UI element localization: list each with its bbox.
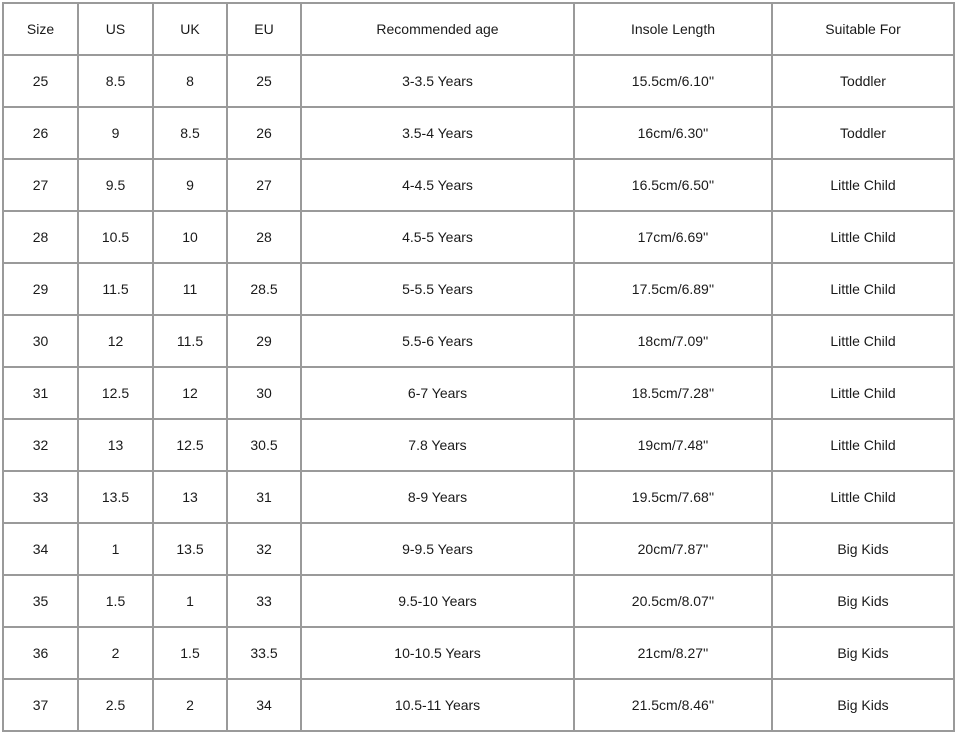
table-row — [3, 575, 954, 627]
size-cell: 33 — [3, 471, 78, 523]
header-uk: UK — [153, 3, 227, 55]
uk-cell: 10 — [153, 211, 227, 263]
insole-length-cell: 18cm/7.09'' — [574, 315, 772, 367]
size-cell: 34 — [3, 523, 78, 575]
us-cell: 13.5 — [78, 471, 153, 523]
uk-cell: 8 — [153, 55, 227, 107]
suitable-for-cell: Little Child — [772, 367, 954, 419]
suitable-for-cell: Little Child — [772, 159, 954, 211]
us-cell: 2.5 — [78, 679, 153, 731]
eu-cell: 30.5 — [227, 419, 301, 471]
insole-length-cell: 15.5cm/6.10'' — [574, 55, 772, 107]
table-header — [3, 3, 954, 55]
eu-cell: 27 — [227, 159, 301, 211]
suitable-for-cell: Little Child — [772, 419, 954, 471]
us-cell: 9.5 — [78, 159, 153, 211]
uk-cell: 12.5 — [153, 419, 227, 471]
insole-length-cell: 19cm/7.48'' — [574, 419, 772, 471]
suitable-for-cell: Big Kids — [772, 523, 954, 575]
recommended-age-cell: 9-9.5 Years — [301, 523, 574, 575]
size-cell: 30 — [3, 315, 78, 367]
suitable-for-cell: Little Child — [772, 211, 954, 263]
recommended-age-cell: 9.5-10 Years — [301, 575, 574, 627]
us-cell: 13 — [78, 419, 153, 471]
eu-cell: 25 — [227, 55, 301, 107]
recommended-age-cell: 6-7 Years — [301, 367, 574, 419]
eu-cell: 33.5 — [227, 627, 301, 679]
suitable-for-cell: Little Child — [772, 315, 954, 367]
header-insole-length: Insole Length — [574, 3, 772, 55]
table-row — [3, 471, 954, 523]
header-recommended-age: Recommended age — [301, 3, 574, 55]
uk-cell: 8.5 — [153, 107, 227, 159]
size-cell: 28 — [3, 211, 78, 263]
size-cell: 36 — [3, 627, 78, 679]
insole-length-cell: 16.5cm/6.50'' — [574, 159, 772, 211]
us-cell: 1 — [78, 523, 153, 575]
eu-cell: 34 — [227, 679, 301, 731]
table-row — [3, 107, 954, 159]
size-chart-table — [2, 2, 955, 732]
insole-length-cell: 21cm/8.27'' — [574, 627, 772, 679]
us-cell: 1.5 — [78, 575, 153, 627]
insole-length-cell: 20.5cm/8.07'' — [574, 575, 772, 627]
eu-cell: 26 — [227, 107, 301, 159]
header-us: US — [78, 3, 153, 55]
insole-length-cell: 19.5cm/7.68'' — [574, 471, 772, 523]
size-cell: 27 — [3, 159, 78, 211]
us-cell: 11.5 — [78, 263, 153, 315]
eu-cell: 32 — [227, 523, 301, 575]
uk-cell: 9 — [153, 159, 227, 211]
size-chart-container — [2, 2, 953, 713]
suitable-for-cell: Big Kids — [772, 679, 954, 731]
uk-cell: 13.5 — [153, 523, 227, 575]
eu-cell: 29 — [227, 315, 301, 367]
table-row — [3, 679, 954, 731]
recommended-age-cell: 3.5-4 Years — [301, 107, 574, 159]
us-cell: 2 — [78, 627, 153, 679]
size-cell: 29 — [3, 263, 78, 315]
header-suitable-for: Suitable For — [772, 3, 954, 55]
recommended-age-cell: 4.5-5 Years — [301, 211, 574, 263]
uk-cell: 1 — [153, 575, 227, 627]
suitable-for-cell: Toddler — [772, 107, 954, 159]
us-cell: 8.5 — [78, 55, 153, 107]
eu-cell: 31 — [227, 471, 301, 523]
insole-length-cell: 18.5cm/7.28'' — [574, 367, 772, 419]
us-cell: 12 — [78, 315, 153, 367]
recommended-age-cell: 7.8 Years — [301, 419, 574, 471]
uk-cell: 11.5 — [153, 315, 227, 367]
size-cell: 37 — [3, 679, 78, 731]
recommended-age-cell: 10-10.5 Years — [301, 627, 574, 679]
uk-cell: 13 — [153, 471, 227, 523]
uk-cell: 1.5 — [153, 627, 227, 679]
table-row — [3, 159, 954, 211]
header-row — [3, 3, 954, 55]
table-row — [3, 315, 954, 367]
insole-length-cell: 17cm/6.69'' — [574, 211, 772, 263]
table-row — [3, 367, 954, 419]
table-row — [3, 263, 954, 315]
uk-cell: 2 — [153, 679, 227, 731]
suitable-for-cell: Little Child — [772, 263, 954, 315]
size-cell: 32 — [3, 419, 78, 471]
size-cell: 25 — [3, 55, 78, 107]
recommended-age-cell: 5-5.5 Years — [301, 263, 574, 315]
us-cell: 10.5 — [78, 211, 153, 263]
uk-cell: 12 — [153, 367, 227, 419]
header-size: Size — [3, 3, 78, 55]
header-eu: EU — [227, 3, 301, 55]
table-row — [3, 627, 954, 679]
size-cell: 31 — [3, 367, 78, 419]
insole-length-cell: 21.5cm/8.46'' — [574, 679, 772, 731]
insole-length-cell: 16cm/6.30'' — [574, 107, 772, 159]
suitable-for-cell: Big Kids — [772, 575, 954, 627]
recommended-age-cell: 3-3.5 Years — [301, 55, 574, 107]
uk-cell: 11 — [153, 263, 227, 315]
insole-length-cell: 17.5cm/6.89'' — [574, 263, 772, 315]
recommended-age-cell: 10.5-11 Years — [301, 679, 574, 731]
table-row — [3, 55, 954, 107]
eu-cell: 30 — [227, 367, 301, 419]
suitable-for-cell: Toddler — [772, 55, 954, 107]
table-body — [3, 55, 954, 731]
eu-cell: 33 — [227, 575, 301, 627]
table-row — [3, 523, 954, 575]
us-cell: 12.5 — [78, 367, 153, 419]
recommended-age-cell: 5.5-6 Years — [301, 315, 574, 367]
us-cell: 9 — [78, 107, 153, 159]
insole-length-cell: 20cm/7.87'' — [574, 523, 772, 575]
recommended-age-cell: 8-9 Years — [301, 471, 574, 523]
recommended-age-cell: 4-4.5 Years — [301, 159, 574, 211]
suitable-for-cell: Big Kids — [772, 627, 954, 679]
size-cell: 35 — [3, 575, 78, 627]
table-row — [3, 211, 954, 263]
eu-cell: 28 — [227, 211, 301, 263]
eu-cell: 28.5 — [227, 263, 301, 315]
suitable-for-cell: Little Child — [772, 471, 954, 523]
size-cell: 26 — [3, 107, 78, 159]
table-row — [3, 419, 954, 471]
